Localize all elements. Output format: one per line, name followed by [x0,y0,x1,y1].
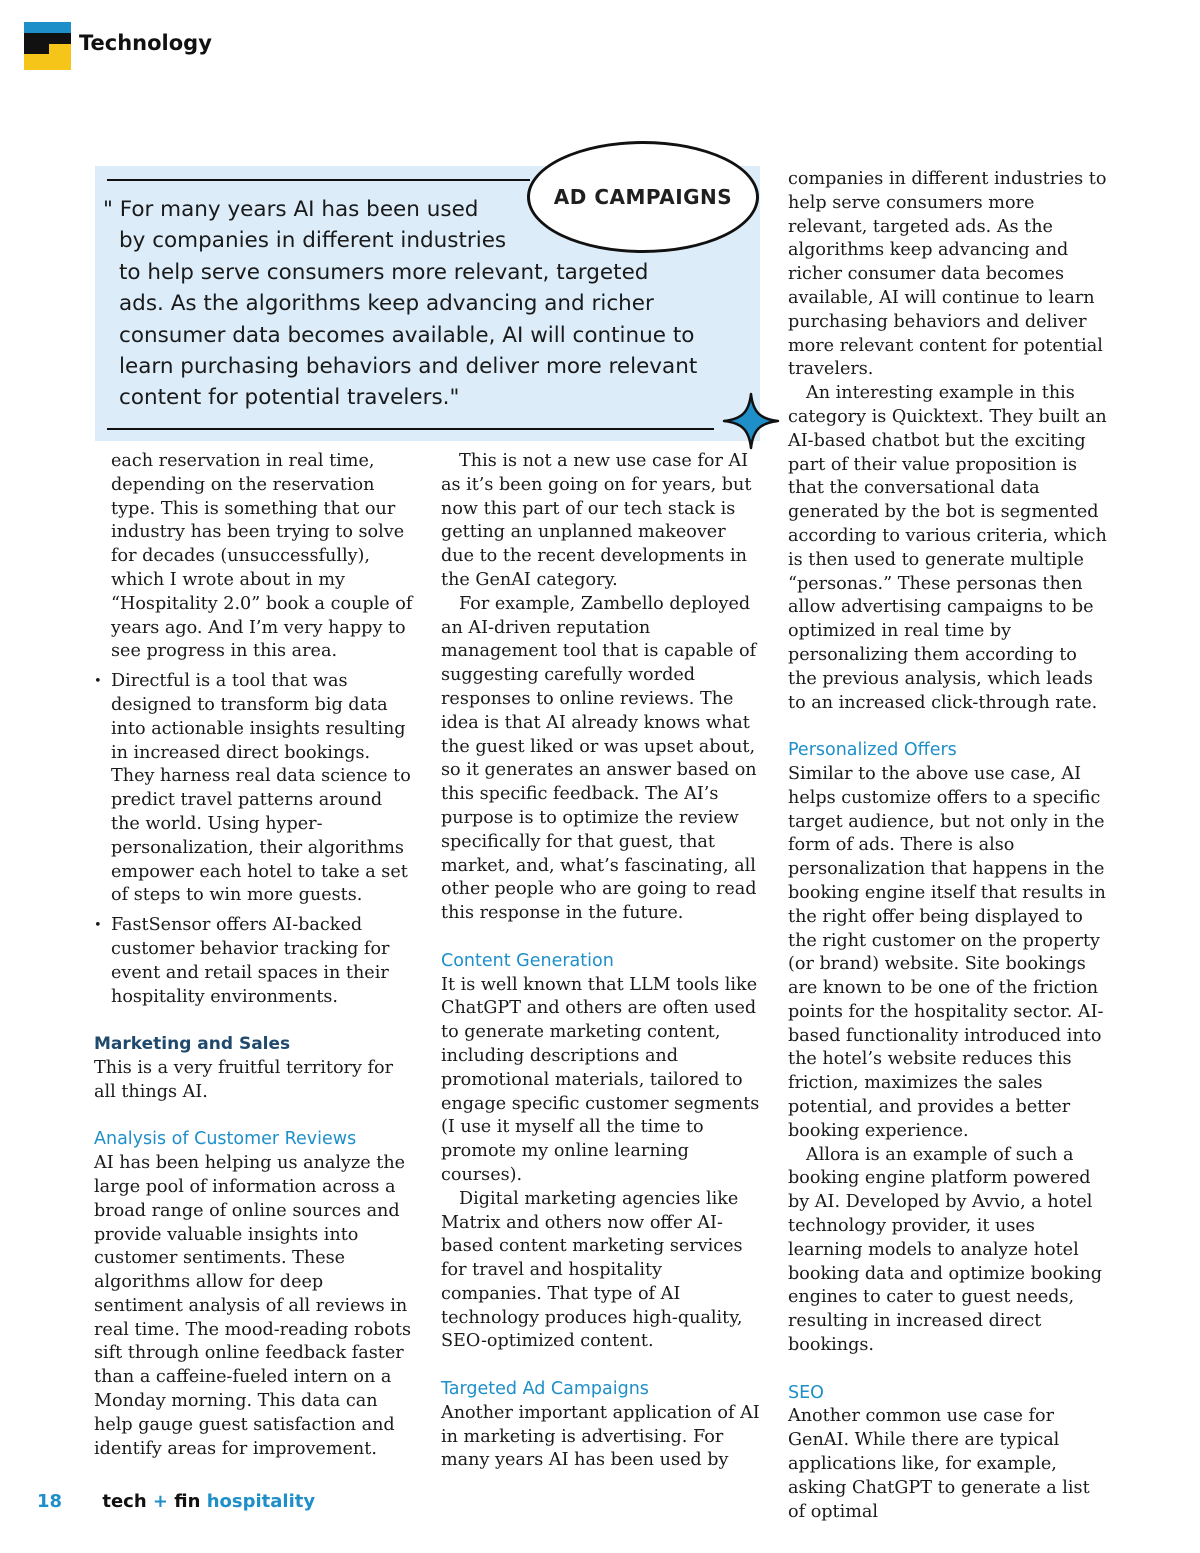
page-footer [37,1491,315,1512]
body-paragraph: It is well known that LLM tools like ChatGPT and others are often used to generate marketing content, including descriptions and promotional materials, tailored to engage specific customer segments (I use it myself all the time to promote my online learning courses). [441,974,760,1185]
body-paragraph: This is a very fruitful territory for all things AI. [94,1057,393,1102]
body-paragraph: Similar to the above use case, AI helps customize offers to a specific target audience, but not only in the form of ads. There is also personalization that happens in the booking engine itself that results in the right offer being displayed to the right customer on the property (or brand) website. Site bookings are known to be one of the friction points for the hospitality sector. AI-based functionality introduced into the hotel’s website reduces this friction, maximizes the sales potential, and provides a better booking experience. [788,763,1106,1141]
body-paragraph: An interesting example in this category is Quicktext. They built an AI-based chatbot but the exciting part of their value proposition is that the conversational data generated by the bot is segmented according to various criteria, which is then used to generate multiple “personas.” These personas then allow advertising campaigns to be optimized in real time by personalizing them according to the previous analysis, which leads to an increased click-through rate. [788,383,1107,713]
pull-quote-line: content for potential travelers." [119,385,460,411]
pull-quote-line: by companies in different industries [119,228,507,254]
brand-word-hospitality: hospitality [206,1491,316,1512]
body-paragraph: Another common use case for GenAI. While there are typical applications like, for example, asking ChatGPT to generate a list of optimal [788,1406,1090,1522]
body-paragraph: Allora is an example of such a booking engine platform powered by AI. Developed by Avvio, a hotel technology provider, it uses learning models to analyze hotel booking data and optimize booking engines to cater to guest needs, resulting in increased direct bookings. [788,1144,1102,1356]
body-paragraph: each reservation in real time, depending on the reservation type. This is something that our industry has been trying to solve for decades (unsuccessfully), which I wrote about in my “Hospitality 2.0” book a couple of years ago. And I’m very happy to see progress in this area. [111,451,413,662]
body-paragraph: companies in different industries to help serve consumers more relevant, targeted ads. As the algorithms keep advancing and richer consumer data becomes available, AI will continue to learn purchasing behaviors and deliver more relevant content for potential travelers. [788,169,1107,380]
pull-quote-line: ads. As the algorithms keep advancing and richer [119,291,654,317]
pull-quote-label-oval [527,141,759,253]
subheading-seo: SEO [788,1382,824,1403]
pull-quote-line: " For many years AI has been used [103,197,479,222]
bullet-item: • Directful is a tool that was designed to transform big data into actionable insights resulting in increased direct bookings. They harness real data science to predict travel patterns around the world. Using hyper-personalization, their algorithms empower each hotel to take a set of steps to win more guests. [94,670,414,908]
section-logo-icon [24,22,71,70]
column-1 [94,450,414,1461]
subheading-content-generation: Content Generation [441,950,614,971]
column-3 [788,168,1110,1524]
pull-quote-line: learn purchasing behaviors and deliver more relevant [119,354,698,380]
pull-quote-line: consumer data becomes available, AI will continue to [119,322,695,348]
subheading-targeted-ads: Targeted Ad Campaigns [441,1379,649,1400]
subheading-personalized-offers: Personalized Offers [788,740,957,761]
pull-quote-bottom-rule [107,428,714,430]
bullet-item: • FastSensor offers AI-backed customer behavior tracking for event and retail spaces in their hospitality environments. [94,914,414,1009]
publication-brand [102,1491,315,1512]
subheading-customer-reviews: Analysis of Customer Reviews [94,1129,357,1150]
body-paragraph: For example, Zambello deployed an AI-driven reputation management tool that is capable of suggesting carefully worded responses to online reviews. The idea is that AI already knows what the guest liked or was upset about, so it generates an answer based on this specific feedback. The AI’s purpose is to optimize the review specifically for that guest, that market, and, what’s fascinating, all other people who are going to read this response in the future. [441,593,757,924]
page-number: 18 [37,1491,63,1512]
brand-word-tech: tech [102,1491,147,1512]
brand-word-fin: fin [174,1491,201,1512]
brand-plus: + [152,1491,169,1512]
pull-quote-line: to help serve consumers more relevant, targeted [119,259,649,285]
body-paragraph: Digital marketing agencies like Matrix and others now offer AI-based content marketing services for travel and hospitality companies. That type of AI technology produces high-quality, SEO-optimized content. [441,1188,743,1352]
column-2 [441,450,761,1473]
sparkle-icon [722,392,780,450]
pull-quote-top-rule [107,179,530,181]
bullet-list [94,670,414,1009]
section-title: Technology [79,31,212,55]
body-paragraph: AI has been helping us analyze the large pool of information across a broad range of online sources and provide valuable insights into customer sentiments. These algorithms allow for deep sentiment analysis of all reviews in real time. The mood-reading robots sift through online feedback faster than a caffeine-fueled intern on a Monday morning. This data can help gauge guest satisfaction and identify areas for improvement. [94,1153,411,1459]
body-paragraph: Another important application of AI in marketing is advertising. For many years AI has been used by [441,1402,760,1471]
pull-quote-label: AD CAMPAIGNS [553,185,733,209]
heading-marketing-sales: Marketing and Sales [94,1034,291,1055]
body-paragraph: This is not a new use case for AI as it’s been going on for years, but now this part of our tech stack is getting an unplanned makeover due to the recent developments in the GenAI category. [441,451,752,590]
